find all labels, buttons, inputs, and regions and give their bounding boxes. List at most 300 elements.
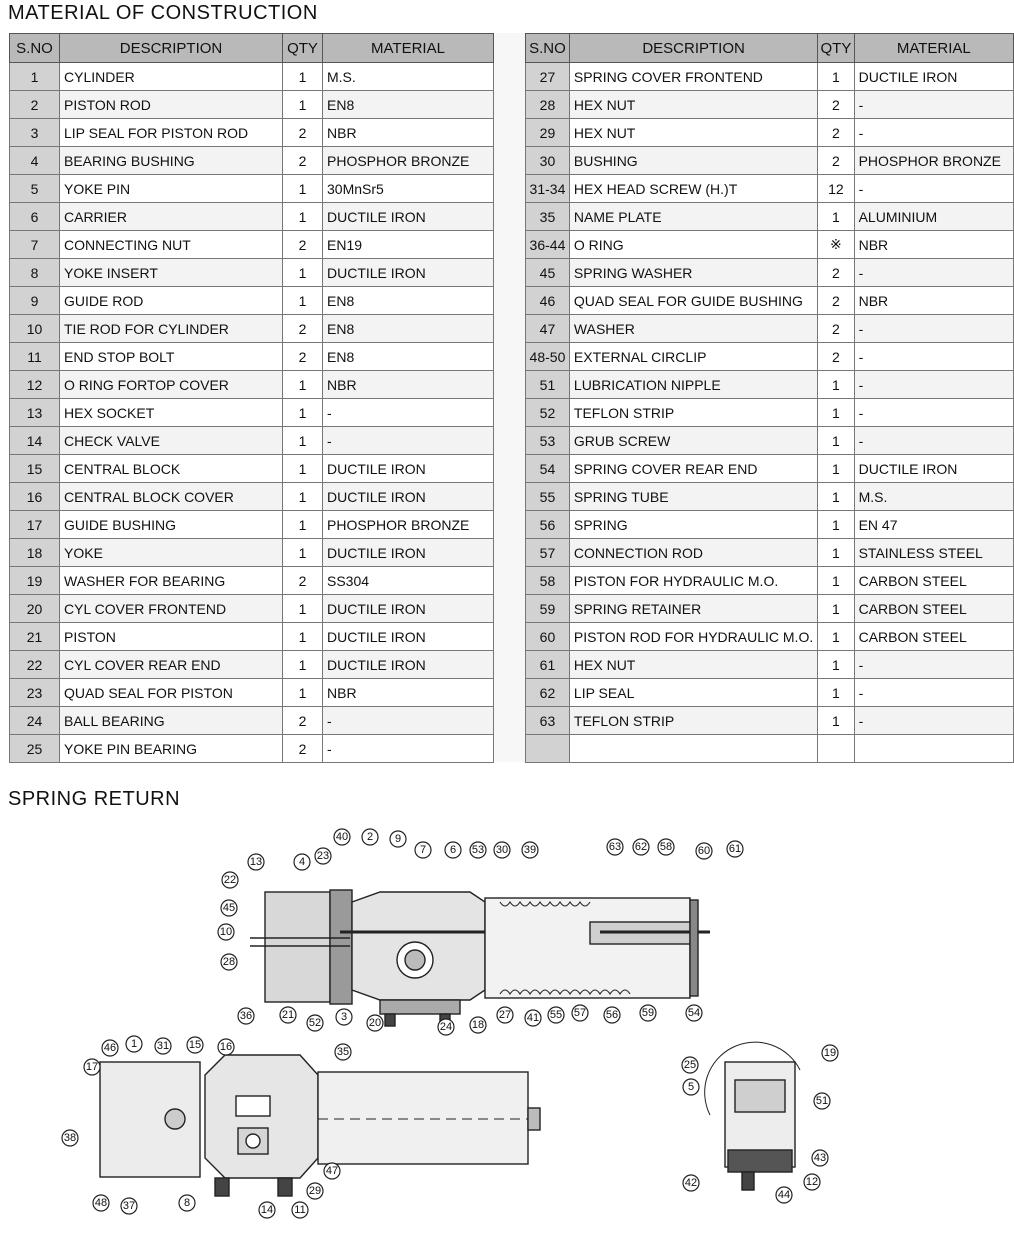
cell-qty: 2 (283, 567, 323, 595)
cell-qty: 1 (283, 91, 323, 119)
table-row (526, 343, 1014, 371)
balloon-label: 2 (366, 831, 374, 843)
cell-sno: 19 (10, 567, 60, 595)
cell-description: SPRING COVER FRONTEND (569, 63, 817, 91)
cell-description: YOKE INSERT (60, 259, 283, 287)
cell-material: EN8 (323, 343, 494, 371)
balloon-label: 10 (219, 926, 233, 938)
cell-material: ALUMINIUM (854, 203, 1013, 231)
cell-description: WASHER FOR BEARING (60, 567, 283, 595)
cell-description: SPRING WASHER (569, 259, 817, 287)
table-row (526, 119, 1014, 147)
cell-qty: 2 (818, 91, 854, 119)
header-material: MATERIAL (323, 34, 494, 63)
cell-material: EN 47 (854, 511, 1013, 539)
cell-material: CARBON STEEL (854, 623, 1013, 651)
table-row (10, 427, 494, 455)
cell-description: GUIDE ROD (60, 287, 283, 315)
table-row (526, 147, 1014, 175)
cell-sno: 24 (10, 707, 60, 735)
cell-qty: 2 (283, 707, 323, 735)
cell-sno: 21 (10, 623, 60, 651)
cell-material: DUCTILE IRON (323, 259, 494, 287)
cell-qty: 1 (283, 203, 323, 231)
cell-sno: 57 (526, 539, 570, 567)
cell-material: - (854, 175, 1013, 203)
balloon-label: 62 (634, 841, 648, 853)
cell-description: CHECK VALVE (60, 427, 283, 455)
balloon-label: 35 (336, 1046, 350, 1058)
balloon-label: 42 (684, 1177, 698, 1189)
cell-description: END STOP BOLT (60, 343, 283, 371)
cell-qty: 1 (283, 679, 323, 707)
cell-material: M.S. (854, 483, 1013, 511)
cell-sno: 60 (526, 623, 570, 651)
cell-qty: 1 (818, 203, 854, 231)
cell-description: CYL COVER FRONTEND (60, 595, 283, 623)
cell-material: EN8 (323, 91, 494, 119)
balloon-label: 9 (394, 833, 402, 845)
cell-qty: 1 (283, 63, 323, 91)
cell-sno: 8 (10, 259, 60, 287)
cell-qty: 1 (818, 371, 854, 399)
cell-material: STAINLESS STEEL (854, 539, 1013, 567)
cell-qty: 2 (818, 259, 854, 287)
balloon-label: 22 (223, 874, 237, 886)
cell-sno: 52 (526, 399, 570, 427)
cell-qty: 2 (818, 287, 854, 315)
cell-sno: 12 (10, 371, 60, 399)
cell-sno: 62 (526, 679, 570, 707)
cell-material: DUCTILE IRON (323, 623, 494, 651)
cell-qty: 2 (283, 343, 323, 371)
cell-qty: 1 (818, 427, 854, 455)
cell-sno: 25 (10, 735, 60, 763)
balloon-label: 37 (122, 1200, 136, 1212)
cell-sno: 7 (10, 231, 60, 259)
cell-sno: 54 (526, 455, 570, 483)
table-row (10, 315, 494, 343)
cell-description: QUAD SEAL FOR PISTON (60, 679, 283, 707)
table-row (10, 483, 494, 511)
cell-qty: 2 (818, 119, 854, 147)
cell-qty: 1 (818, 707, 854, 735)
cell-material: - (323, 707, 494, 735)
table-row (10, 147, 494, 175)
materials-table-right (525, 33, 1014, 763)
cell-material: - (323, 735, 494, 763)
balloon-label: 63 (608, 841, 622, 853)
materials-table-left (9, 33, 494, 763)
cell-description: YOKE PIN (60, 175, 283, 203)
balloon-label: 1 (130, 1038, 138, 1050)
cell-qty: 1 (818, 539, 854, 567)
cell-description: CENTRAL BLOCK (60, 455, 283, 483)
cell-material: EN19 (323, 231, 494, 259)
balloon-label: 57 (573, 1007, 587, 1019)
balloon-label: 21 (281, 1009, 295, 1021)
cell-description: PISTON (60, 623, 283, 651)
table-row (526, 595, 1014, 623)
table-row (526, 455, 1014, 483)
cell-sno: 16 (10, 483, 60, 511)
balloon-label: 19 (823, 1047, 837, 1059)
cell-sno: 22 (10, 651, 60, 679)
cell-material: NBR (854, 287, 1013, 315)
table-row (10, 539, 494, 567)
balloon-label: 30 (495, 844, 509, 856)
balloon-label: 58 (659, 841, 673, 853)
cylinder-cover-shape (330, 890, 352, 1004)
cell-qty: 1 (283, 539, 323, 567)
table-row (10, 119, 494, 147)
cell-description: O RING FORTOP COVER (60, 371, 283, 399)
balloon-label: 61 (728, 843, 742, 855)
spring-housing-shape (485, 898, 690, 998)
cell-sno: 28 (526, 91, 570, 119)
cell-material: - (854, 679, 1013, 707)
cell-description: SPRING RETAINER (569, 595, 817, 623)
cell-material: CARBON STEEL (854, 595, 1013, 623)
cell-qty: 1 (283, 511, 323, 539)
cell-material: PHOSPHOR BRONZE (323, 147, 494, 175)
balloon-label: 11 (294, 1204, 306, 1216)
header-material: MATERIAL (854, 34, 1013, 63)
balloon-label: 48 (94, 1197, 108, 1209)
cell-sno (526, 735, 570, 763)
table-row (10, 175, 494, 203)
cell-description: TEFLON STRIP (569, 399, 817, 427)
cell-sno: 23 (10, 679, 60, 707)
cylinder-shape (265, 892, 330, 1002)
cell-qty: 1 (818, 679, 854, 707)
cell-description: NAME PLATE (569, 203, 817, 231)
cell-qty: 2 (818, 315, 854, 343)
cell-qty: 1 (818, 483, 854, 511)
cell-sno: 13 (10, 399, 60, 427)
cell-sno: 48-50 (526, 343, 570, 371)
cell-description: SPRING TUBE (569, 483, 817, 511)
cell-description: GUIDE BUSHING (60, 511, 283, 539)
balloon-label: 13 (249, 856, 263, 868)
table-row (526, 287, 1014, 315)
cell-description: CYL COVER REAR END (60, 651, 283, 679)
cell-qty: 2 (283, 315, 323, 343)
header-description: DESCRIPTION (569, 34, 817, 63)
cell-sno: 11 (10, 343, 60, 371)
balloon-label: 52 (308, 1017, 322, 1029)
cell-material: EN8 (323, 315, 494, 343)
cell-material: EN8 (323, 287, 494, 315)
balloon-label: 43 (813, 1152, 827, 1164)
table-row (526, 175, 1014, 203)
table-row (10, 623, 494, 651)
cell-qty: 1 (283, 427, 323, 455)
cell-material: NBR (323, 371, 494, 399)
cell-description: O RING (569, 231, 817, 259)
table-row (526, 511, 1014, 539)
table-row (526, 231, 1014, 259)
cell-description: HEX NUT (569, 91, 817, 119)
balloon-label: 15 (188, 1039, 202, 1051)
cell-description: BALL BEARING (60, 707, 283, 735)
cell-qty: 1 (283, 595, 323, 623)
cell-material: PHOSPHOR BRONZE (854, 147, 1013, 175)
name-plate-shape (236, 1096, 270, 1116)
table-row (526, 483, 1014, 511)
materials-title: MATERIAL OF CONSTRUCTION (8, 2, 318, 24)
cell-sno: 20 (10, 595, 60, 623)
cell-description: HEX HEAD SCREW (H.)T (569, 175, 817, 203)
balloon-label: 17 (85, 1061, 99, 1073)
balloon-label: 3 (340, 1011, 348, 1023)
cell-sno: 2 (10, 91, 60, 119)
cell-sno: 59 (526, 595, 570, 623)
table-row (10, 259, 494, 287)
table-row (10, 679, 494, 707)
table-row (526, 567, 1014, 595)
balloon-label: 20 (368, 1017, 382, 1029)
balloon-label: 59 (641, 1007, 655, 1019)
cell-description: YOKE PIN BEARING (60, 735, 283, 763)
balloon-label: 46 (103, 1042, 117, 1054)
table-body-right (526, 63, 1014, 763)
balloon-label: 60 (697, 845, 711, 857)
cell-sno: 1 (10, 63, 60, 91)
cell-description: CARRIER (60, 203, 283, 231)
table-body-left (10, 63, 494, 763)
cell-material: - (854, 427, 1013, 455)
balloon-label: 25 (683, 1059, 697, 1071)
table-gap (493, 33, 525, 762)
cell-description: TEFLON STRIP (569, 707, 817, 735)
balloon-label: 53 (471, 844, 485, 856)
cell-material: DUCTILE IRON (323, 539, 494, 567)
cell-sno: 53 (526, 427, 570, 455)
cell-description: SPRING (569, 511, 817, 539)
cell-material: PHOSPHOR BRONZE (323, 511, 494, 539)
cell-sno: 31-34 (526, 175, 570, 203)
table-row (10, 343, 494, 371)
cell-material: DUCTILE IRON (854, 63, 1013, 91)
table-row (10, 91, 494, 119)
cell-description: YOKE (60, 539, 283, 567)
cell-qty: 1 (283, 287, 323, 315)
cell-material: NBR (323, 119, 494, 147)
drawing-title: SPRING RETURN (8, 788, 181, 810)
cell-qty: 1 (283, 371, 323, 399)
cell-material: DUCTILE IRON (323, 651, 494, 679)
header-qty: QTY (818, 34, 854, 63)
balloon-label: 27 (498, 1009, 512, 1021)
cell-description: QUAD SEAL FOR GUIDE BUSHING (569, 287, 817, 315)
table-row (526, 91, 1014, 119)
table-row (526, 427, 1014, 455)
cell-sno: 30 (526, 147, 570, 175)
table-row (10, 595, 494, 623)
balloon-label: 24 (439, 1021, 453, 1033)
cell-qty: 1 (283, 259, 323, 287)
table-row (526, 735, 1014, 763)
balloon-label: 51 (815, 1095, 829, 1107)
table-row (10, 63, 494, 91)
header-sno: S.NO (10, 34, 60, 63)
cell-qty: 1 (283, 399, 323, 427)
cell-qty: 1 (283, 483, 323, 511)
cell-material: - (854, 707, 1013, 735)
cell-description: BEARING BUSHING (60, 147, 283, 175)
balloon-label: 8 (183, 1197, 191, 1209)
header-sno: S.NO (526, 34, 570, 63)
cell-sno: 6 (10, 203, 60, 231)
balloon-label: 18 (471, 1019, 485, 1031)
cell-material: - (323, 399, 494, 427)
cell-sno: 63 (526, 707, 570, 735)
table-row (10, 231, 494, 259)
cell-material: - (854, 119, 1013, 147)
balloon-label: 47 (325, 1165, 339, 1177)
cell-description: CENTRAL BLOCK COVER (60, 483, 283, 511)
cell-description: TIE ROD FOR CYLINDER (60, 315, 283, 343)
cell-description: BUSHING (569, 147, 817, 175)
cell-description: HEX NUT (569, 651, 817, 679)
table-row (526, 399, 1014, 427)
table-row (526, 539, 1014, 567)
cell-material: - (854, 399, 1013, 427)
table-row (10, 287, 494, 315)
table-row (10, 203, 494, 231)
balloon-label: 41 (526, 1012, 540, 1024)
cell-description: CONNECTION ROD (569, 539, 817, 567)
table-row (10, 511, 494, 539)
cell-material: - (854, 91, 1013, 119)
cell-qty: 2 (818, 343, 854, 371)
cell-qty: 1 (818, 511, 854, 539)
cell-description (569, 735, 817, 763)
cell-material: - (854, 651, 1013, 679)
balloon-label: 12 (805, 1176, 819, 1188)
table-row (526, 679, 1014, 707)
cell-description: LIP SEAL FOR PISTON ROD (60, 119, 283, 147)
cell-qty: 1 (283, 455, 323, 483)
cell-sno: 29 (526, 119, 570, 147)
cell-material: DUCTILE IRON (323, 595, 494, 623)
cell-material: - (854, 371, 1013, 399)
cell-material: SS304 (323, 567, 494, 595)
balloon-label: 36 (239, 1010, 253, 1022)
cell-material: DUCTILE IRON (323, 203, 494, 231)
cell-material: 30MnSr5 (323, 175, 494, 203)
balloon-label: 39 (523, 844, 537, 856)
cell-description: LUBRICATION NIPPLE (569, 371, 817, 399)
cell-sno: 3 (10, 119, 60, 147)
cell-material (854, 735, 1013, 763)
cell-description: HEX NUT (569, 119, 817, 147)
table-row (526, 203, 1014, 231)
balloon-label: 44 (777, 1189, 791, 1201)
cell-material: DUCTILE IRON (323, 483, 494, 511)
cell-sno: 61 (526, 651, 570, 679)
cell-sno: 51 (526, 371, 570, 399)
cell-qty: ※ (818, 231, 854, 259)
table-row (526, 259, 1014, 287)
balloon-label: 29 (308, 1185, 322, 1197)
balloon-label: 7 (419, 844, 427, 856)
cell-qty: 1 (818, 63, 854, 91)
cell-material: CARBON STEEL (854, 567, 1013, 595)
cell-sno: 35 (526, 203, 570, 231)
balloon-label: 28 (222, 956, 236, 968)
cell-qty: 1 (818, 595, 854, 623)
cell-sno: 4 (10, 147, 60, 175)
cell-description: LIP SEAL (569, 679, 817, 707)
balloon-label: 38 (63, 1132, 77, 1144)
cell-qty: 1 (818, 399, 854, 427)
cell-sno: 14 (10, 427, 60, 455)
cell-sno: 46 (526, 287, 570, 315)
table-row (526, 63, 1014, 91)
end-view-spring-tube-shape (318, 1072, 528, 1164)
cell-description: PISTON ROD FOR HYDRAULIC M.O. (569, 623, 817, 651)
cell-material: - (854, 315, 1013, 343)
balloon-label: 6 (449, 844, 457, 856)
cell-description: SPRING COVER REAR END (569, 455, 817, 483)
cell-description: CYLINDER (60, 63, 283, 91)
cell-qty: 2 (283, 119, 323, 147)
cell-description: HEX SOCKET (60, 399, 283, 427)
cell-sno: 15 (10, 455, 60, 483)
cell-material: NBR (854, 231, 1013, 259)
cell-material: - (323, 427, 494, 455)
table-row (10, 567, 494, 595)
cell-material: - (854, 259, 1013, 287)
cell-material: DUCTILE IRON (854, 455, 1013, 483)
balloon-label: 45 (222, 902, 236, 914)
table-row (526, 371, 1014, 399)
cell-qty: 2 (818, 147, 854, 175)
cell-sno: 17 (10, 511, 60, 539)
cell-description: CONNECTING NUT (60, 231, 283, 259)
cell-sno: 5 (10, 175, 60, 203)
cell-qty: 12 (818, 175, 854, 203)
cell-description: WASHER (569, 315, 817, 343)
balloon-label: 4 (298, 856, 306, 868)
cell-qty: 2 (283, 735, 323, 763)
cell-sno: 56 (526, 511, 570, 539)
table-row (10, 455, 494, 483)
cell-qty: 1 (818, 623, 854, 651)
table-row (526, 707, 1014, 735)
table-row (526, 623, 1014, 651)
cell-qty: 1 (818, 651, 854, 679)
cell-sno: 10 (10, 315, 60, 343)
cell-qty: 1 (818, 567, 854, 595)
cell-qty: 1 (283, 175, 323, 203)
cell-qty: 1 (283, 651, 323, 679)
cell-qty: 2 (283, 147, 323, 175)
balloon-label: 56 (605, 1009, 619, 1021)
cell-sno: 55 (526, 483, 570, 511)
cell-material: M.S. (323, 63, 494, 91)
table-row (10, 371, 494, 399)
balloon-label: 16 (219, 1041, 233, 1053)
cell-qty (818, 735, 854, 763)
cell-sno: 36-44 (526, 231, 570, 259)
table-row (526, 651, 1014, 679)
cell-description: EXTERNAL CIRCLIP (569, 343, 817, 371)
cell-qty: 1 (283, 623, 323, 651)
cell-sno: 27 (526, 63, 570, 91)
